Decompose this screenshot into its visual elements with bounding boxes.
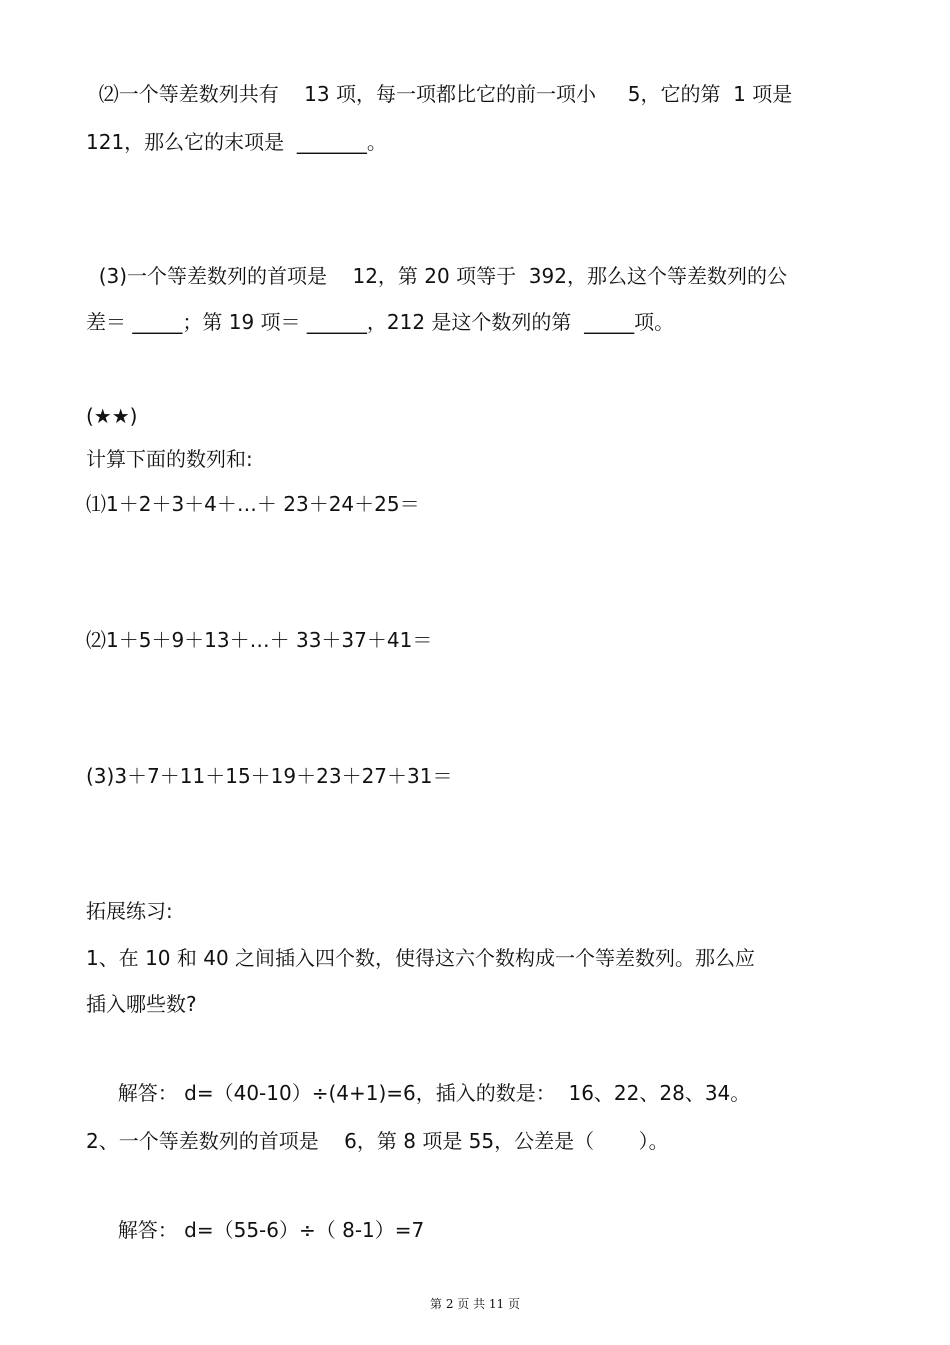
extension-q1-line-2: 插入哪些数? [86,992,197,1016]
question-2-line-1: ⑵一个等差数列共有 13 项，每一项都比它的前一项小 5，它的第 1 项是 [86,82,793,106]
sum-problem-1: ⑴1＋2＋3＋4＋…＋ 23＋24＋25＝ [86,492,420,516]
question-2-line-2: 121，那么它的末项是 _______。 [86,130,387,154]
extension-heading: 拓展练习: [86,899,173,923]
page-footer: 第 2 页 共 11 页 [430,1297,520,1311]
extension-q1-answer: 解答： d=（40-10）÷(4+1)=6，插入的数是： 16、22、28、34。 [86,1081,751,1105]
question-3-line-2: 差＝ _____；第 19 项＝ ______，212 是这个数列的第 _____项。 [86,310,675,334]
difficulty-stars: (★★) [86,404,138,428]
extension-q2: 2、一个等差数列的首项是 6，第 8 项是 55，公差是（ ）。 [86,1129,669,1153]
extension-q1-line-1: 1、在 10 和 40 之间插入四个数，使得这六个数构成一个等差数列。那么应 [86,946,756,970]
extension-q2-answer: 解答： d=（55-6）÷（ 8-1）=7 [86,1218,425,1242]
sum-problem-2: ⑵1＋5＋9＋13＋…＋ 33＋37＋41＝ [86,628,433,652]
section-instruction: 计算下面的数列和: [86,447,253,471]
question-3-line-1: (3)一个等差数列的首项是 12，第 20 项等于 392，那么这个等差数列的公 [86,264,787,288]
sum-problem-3: (3)3＋7＋11＋15＋19＋23＋27＋31＝ [86,764,453,788]
